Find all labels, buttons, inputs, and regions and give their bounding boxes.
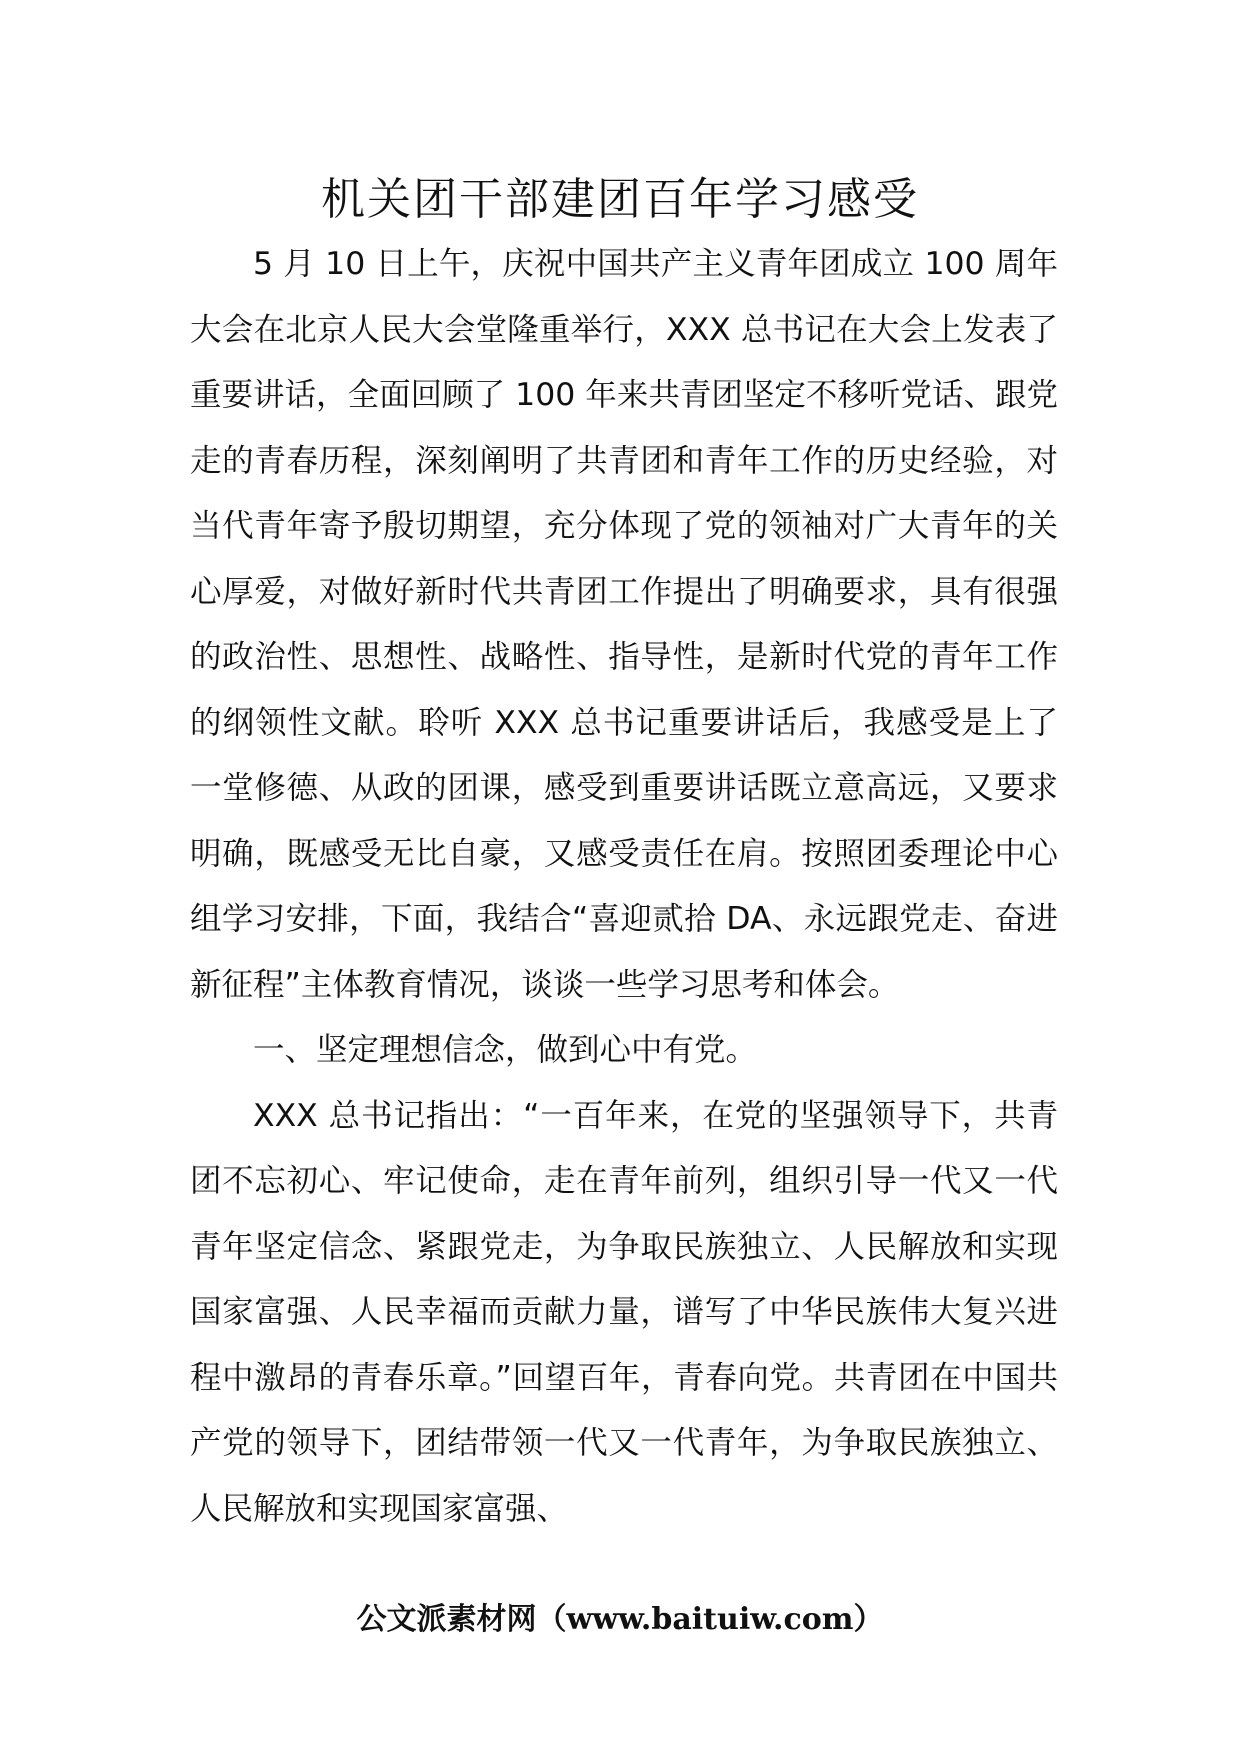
footer-watermark: 公文派素材网（www.baituiw.com） (356, 1602, 884, 1637)
section-heading: 一、坚定理想信念，做到心中有党。 (253, 1032, 758, 1068)
section-paragraph: XXX 总书记指出：“一百年来，在党的坚强领导下，共青团不忘初心、牢记使命，走在青年前列，组织引导一代又一代青年坚定信念、紧跟党走，为争取民族独立、人民解放和实现国家富强、人民幸福而贡献力量，谱写了中华民族伟大复兴进程中激昂的青春乐章。”回望百年，青春向党。共青团在中国共产党的领导下，团结带领一代又一代青年，为争取民族独立、人民解放和实现国家富强、 (190, 1097, 1058, 1527)
document-title: 机关团干部建团百年学习感受 (321, 174, 919, 225)
intro-paragraph: 5 月 10 日上午，庆祝中国共产主义青年团成立 100 周年大会在北京人民大会堂隆重举行，XXX 总书记在大会上发表了重要讲话，全面回顾了 100 年来共青团坚定不移听党话、跟党走的青春历程，深刻阐明了共青团和青年工作的历史经验，对当代青年寄予殷切期望，充分体现了党的领袖对广大青年的关心厚爱，对做好新时代共青团工作提出了明确要求，具有很强的政治性、思想性、战略性、指导性，是新时代党的青年工作的纲领性文献。聆听 XXX 总书记重要讲话后，我感受是上了一堂修德、从政的团课，感受到重要讲话既立意高远，又要求明确，既感受无比自豪，又感受责任在肩。按照团委理论中心组学习安排，下面，我结合“喜迎贰拾 DA、永远跟党走、奋进新征程”主体教育情况，谈谈一些学习思考和体会。 (190, 246, 1058, 1003)
document-body (190, 232, 1058, 1542)
